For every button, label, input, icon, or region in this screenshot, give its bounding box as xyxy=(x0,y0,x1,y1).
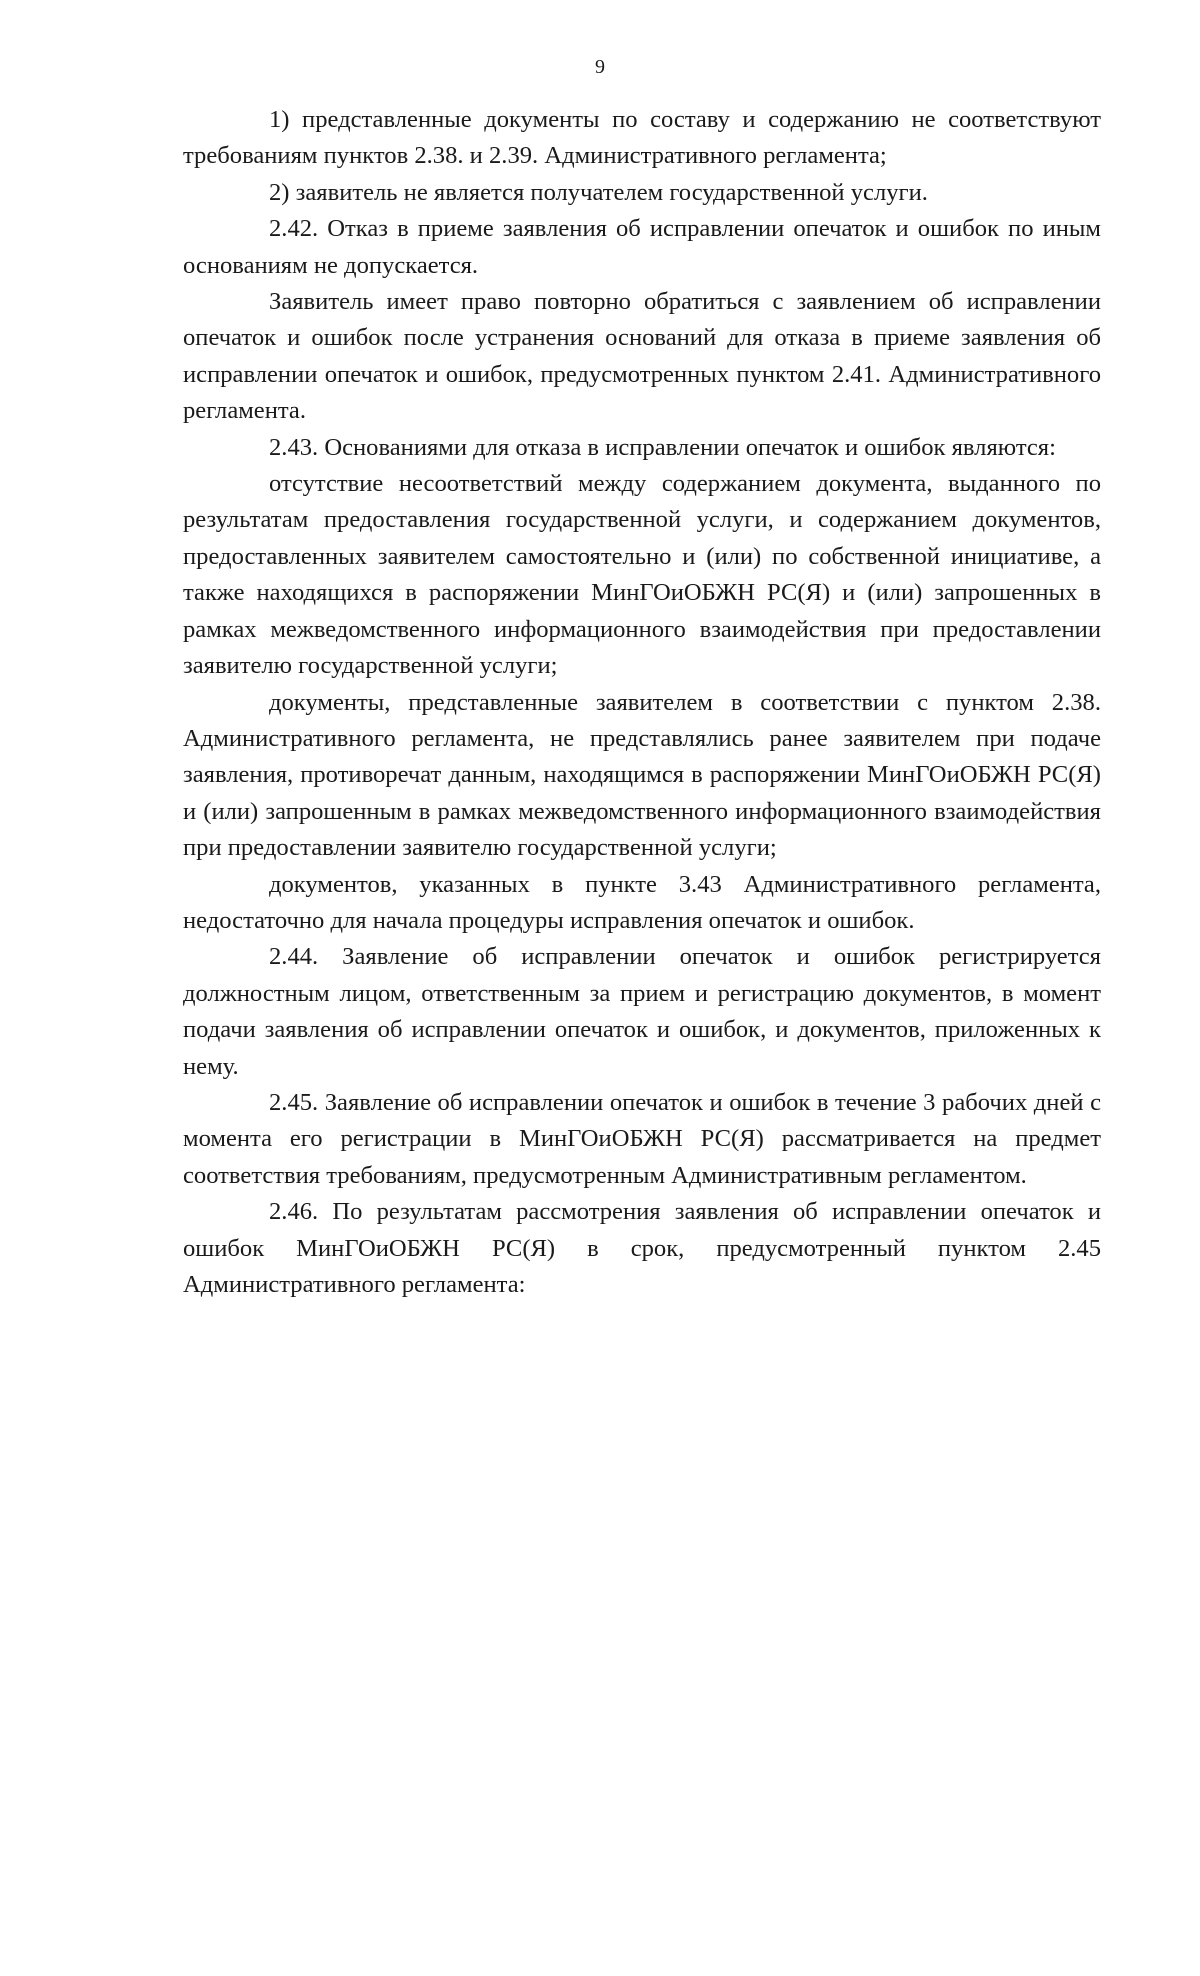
paragraph-ground-insufficient-documents: документов, указанных в пункте 3.43 Административного регламента, недостаточно для начала процедуры исправления опечаток и ошибок. xyxy=(183,870,1101,934)
paragraph-item-1-not-compliant: 1) представленные документы по составу и содержанию не соответствуют требованиям пунктов 2.38. и 2.39. Административного регламента; xyxy=(183,106,1101,170)
paragraph-2-44: 2.44. Заявление об исправлении опечаток и ошибок регистрируется должностным лицом, ответственным за прием и регистрацию документов, в момент подачи заявления об исправлении опечаток и ошибок, и документов, приложенных к нему. xyxy=(183,943,1101,1080)
paragraph-2-46: 2.46. По результатам рассмотрения заявления об исправлении опечаток и ошибок МинГОиОБЖН РС(Я) в срок, предусмотренный пунктом 2.45 Административного регламента: xyxy=(183,1198,1101,1298)
paragraph-2-45: 2.45. Заявление об исправлении опечаток и ошибок в течение 3 рабочих дней с момента его регистрации в МинГОиОБЖН РС(Я) рассматривается на предмет соответствия требованиям, предусмотренным Административным регламентом. xyxy=(183,1088,1101,1189)
paragraph-ground-no-discrepancy: отсутствие несоответствий между содержанием документа, выданного по результатам предоставления государственной услуги, и содержанием документов, предоставленных заявителем самостоятельно и (или) по собственной инициативе, а также находящихся в распоряжении МинГОиОБЖН РС(Я) и (или) запрошенных в рамках межведомственного информационного взаимодействия при предоставлении заявителю государственной услуги; xyxy=(183,470,1101,680)
paragraph-ground-documents-not-submitted: документы, представленные заявителем в соответствии с пунктом 2.38. Административного регламента, не представлялись ранее заявителем при подаче заявления, противоречат данным, находящимся в распоряжении МинГОиОБЖН РС(Я) и (или) запрошенным в рамках межведомственного информационного взаимодействия при предоставлении заявителю государственной услуги; xyxy=(183,688,1101,862)
document-body xyxy=(183,102,1101,1303)
page-number: 9 xyxy=(595,56,605,78)
paragraph-2-42: 2.42. Отказ в приеме заявления об исправлении опечаток и ошибок по иным основаниям не допускается. xyxy=(183,215,1101,279)
paragraph-2-43: 2.43. Основаниями для отказа в исправлении опечаток и ошибок являются: xyxy=(269,433,1056,461)
paragraph-repeat-application: Заявитель имеет право повторно обратиться с заявлением об исправлении опечаток и ошибок после устранения оснований для отказа в приеме заявления об исправлении опечаток и ошибок, предусмотренных пунктом 2.41. Административного регламента. xyxy=(183,288,1101,425)
paragraph-item-2-not-recipient: 2) заявитель не является получателем государственной услуги. xyxy=(269,178,928,206)
